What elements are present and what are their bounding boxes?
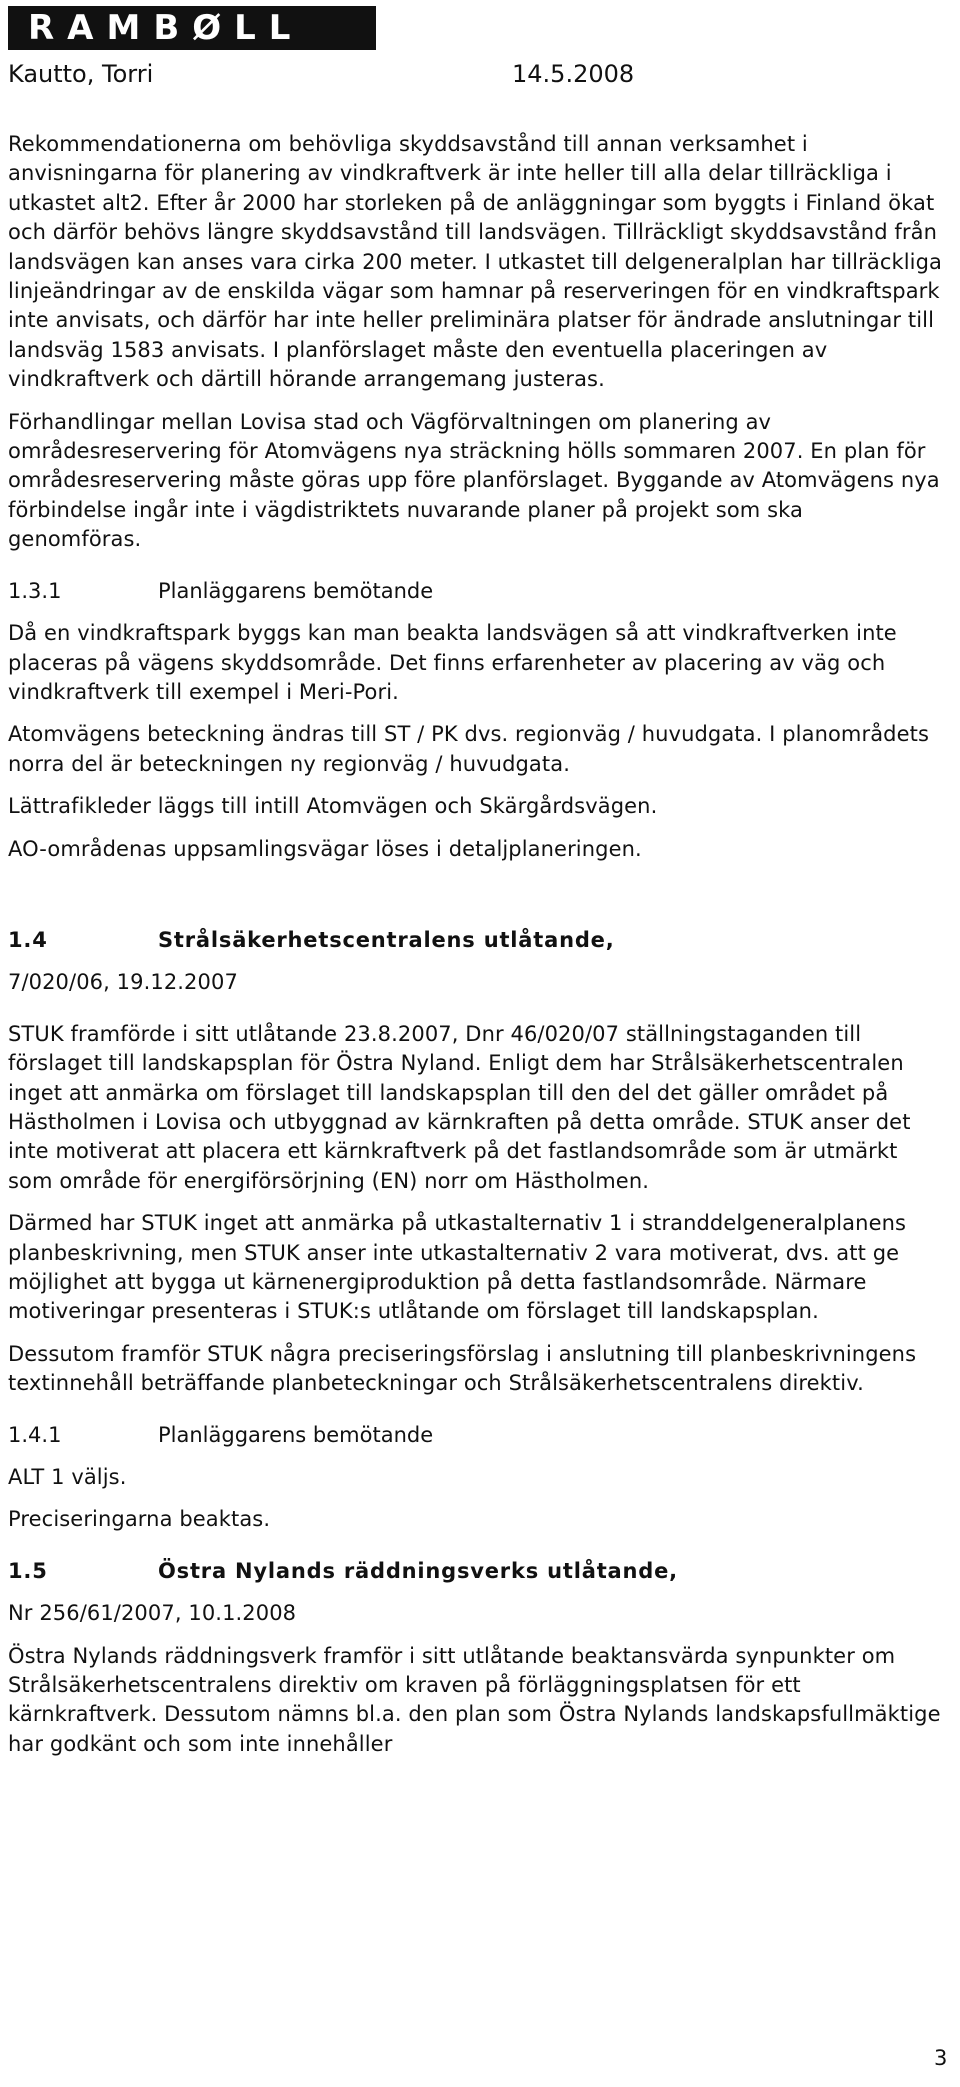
section-number: 1.5 [8,1558,48,1583]
paragraph: Preciseringarna beaktas. [8,1507,271,1532]
header-author: Kautto, Torri [8,60,154,88]
section-number: 1.4.1 [8,1422,62,1447]
section-number: 1.3.1 [8,578,62,603]
paragraph: ALT 1 väljs. [8,1465,127,1490]
header-date: 14.5.2008 [512,60,635,88]
page-number: 3 [934,2046,948,2070]
section-title: Östra Nylands räddningsverks utlåtande, [158,1558,678,1583]
paragraph: Östra Nylands räddningsverk framför i sitt utlåtande beaktansvärda synpunkter om Strålsäkerhetscentralens direktiv om kraven på förläggningsplatsen för ett kärnkraftverk. Dessutom nämns bl.a. den plan som Östra Nylands landskapsfullmäktige har godkänt och som inte innehåller [8,1643,941,1756]
paragraph: Dessutom framför STUK några preciseringsförslag i anslutning till planbeskrivningens textinnehåll beträffande planbeteckningar och Strålsäkerhetscentralens direktiv. [8,1341,917,1396]
paragraph: Därmed har STUK inget att anmärka på utkastalternativ 1 i stranddelgeneralplanens planbeskrivning, men STUK anser inte utkastalternativ 2 vara motiverat, dvs. att ge möjlighet att bygga ut kärnenergiproduktion på detta fastlandsområde. Närmare motiveringar presenteras i STUK:s utlåtande om förslaget till landskapsplan. [8,1211,907,1324]
paragraph: Lättrafikleder läggs till intill Atomvägen och Skärgårdsvägen. [8,794,658,819]
paragraph: Då en vindkraftspark byggs kan man beakta landsvägen så att vindkraftverken inte placeras på vägens skyddsområde. Det finns erfarenheter av placering av väg och vindkraftverk till exempel i Meri-Pori. [8,621,897,704]
document-body [8,130,943,1759]
section-heading-1-4-1 [8,1421,943,1450]
section-heading-1-4 [8,926,943,955]
section-reference: Nr 256/61/2007, 10.1.2008 [8,1601,297,1626]
section-heading-1-3-1 [8,577,943,606]
paragraph: STUK framförde i sitt utlåtande 23.8.2007, Dnr 46/020/07 ställningstaganden till förslaget till landskapsplan för Östra Nyland. Enligt dem har Strålsäkerhetscentralen inget att anmärka om förslaget till landskapsplan till den del det gäller området på Hästholmen i Lovisa och utbyggnad av kärnkraften på detta område. STUK anser det inte motiverat att placera ett kärnkraftverk på det fastlandsområde som är utmärkt som område för energiförsörjning (EN) norr om Hästholmen. [8,1021,911,1193]
paragraph: Atomvägens beteckning ändras till ST / PK dvs. regionväg / huvudgata. I planområdets norra del är beteckningen ny regionväg / huvudgata. [8,722,930,776]
section-reference: 7/020/06, 19.12.2007 [8,970,238,995]
section-title: Strålsäkerhetscentralens utlåtande, [158,927,615,952]
paragraph: Förhandlingar mellan Lovisa stad och Vägförvaltningen om planering av områdesreservering för Atomvägens nya sträckning hölls sommaren 2007. En plan för områdesreservering måste göras upp före planförslaget. Byggande av Atomvägens nya förbindelse ingår inte i vägdistriktets nuvarande planer på projekt som ska genomföras. [8,409,940,552]
section-heading-1-5 [8,1557,943,1586]
ramboll-logo: RAMBØLL [8,6,376,50]
paragraph: AO-områdenas uppsamlingsvägar löses i detaljplaneringen. [8,836,642,861]
section-title: Planläggarens bemötande [158,1422,434,1447]
paragraph: Rekommendationerna om behövliga skyddsavstånd till annan verksamhet i anvisningarna för planering av vindkraftverk är inte heller till alla delar tillräckliga i utkastet alt2. Efter år 2000 har storleken på de anläggningar som byggts i Finland ökat och därför behövs längre skyddsavstånd till landsvägen. Tillräckligt skyddsavstånd från landsvägen kan anses vara cirka 200 meter. I utkastet till delgeneralplan har tillräckliga linjeändringar av de enskilda vägar som hamnar på reserveringen för en vindkraftspark inte anvisats, och därför har inte heller preliminära platser för ändrade anslutningar till landsväg 1583 anvisats. I planförslaget måste den eventuella placeringen av vindkraftverk och därtill hörande arrangemang justeras. [8,132,942,392]
section-number: 1.4 [8,927,48,952]
section-title: Planläggarens bemötande [158,578,434,603]
